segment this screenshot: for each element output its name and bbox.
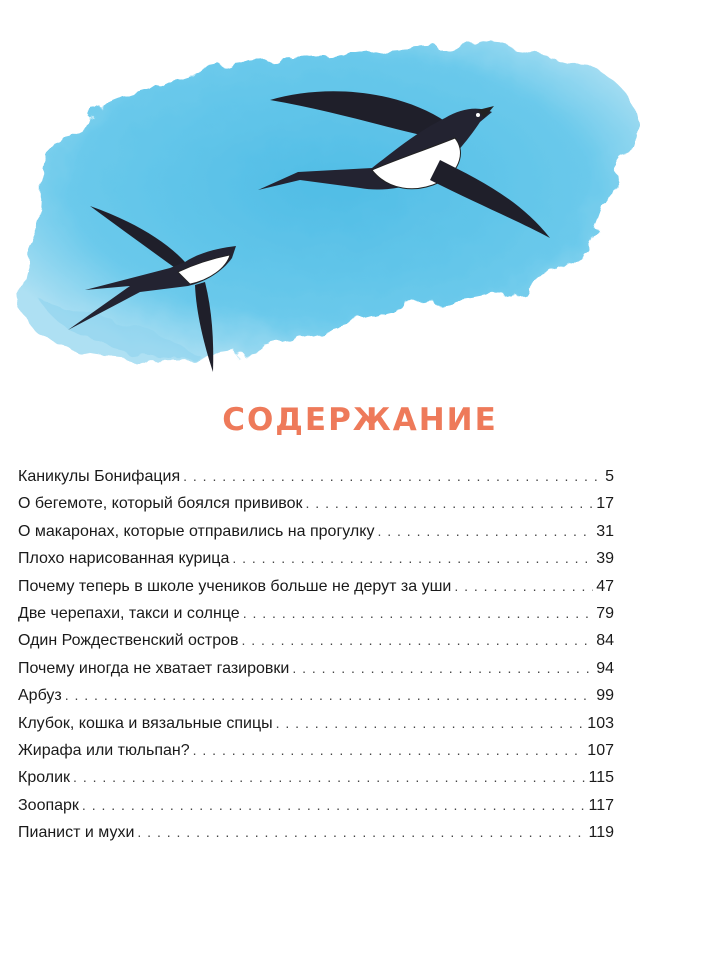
toc-entry	[18, 466, 614, 493]
toc-entry-page: 103	[587, 714, 614, 732]
swallows-illustration	[0, 0, 720, 390]
toc-entry-page: 5	[605, 468, 614, 485]
toc-entry	[18, 713, 614, 740]
toc-entry-title: О макаронах, которые отправились на прогулку	[18, 522, 375, 540]
toc-leader-dots	[73, 767, 585, 787]
toc-entry-title: О бегемоте, который боялся прививок	[18, 495, 303, 513]
toc-leader-dots	[306, 493, 594, 513]
toc-entry	[18, 521, 614, 548]
toc-entry-page: 119	[588, 824, 614, 842]
toc-entry-title: Почему теперь в школе учеников больше не дерут за уши	[18, 577, 452, 595]
toc-entry-page: 99	[596, 687, 614, 705]
toc-entry-page: 107	[587, 741, 614, 759]
toc-entry-page: 31	[596, 522, 614, 540]
toc-entry	[18, 822, 614, 849]
toc-entry-title: Клубок, кошка и вязальные спицы	[18, 714, 273, 732]
toc-entry-title: Арбуз	[18, 687, 62, 705]
toc-entry	[18, 740, 614, 767]
toc-entry-title: Плохо нарисованная курица	[18, 550, 230, 568]
toc-leader-dots	[377, 521, 593, 541]
toc-entry	[18, 658, 614, 685]
toc-entry	[18, 685, 614, 712]
toc-leader-dots	[243, 603, 594, 623]
toc-entry	[18, 767, 614, 794]
toc-entry-title: Пианист и мухи	[18, 824, 135, 842]
toc-entry-title: Две черепахи, такси и солнце	[18, 604, 240, 622]
table-of-contents	[18, 466, 614, 849]
toc-leader-dots	[193, 740, 585, 760]
toc-leader-dots	[65, 685, 593, 705]
toc-entry-page: 94	[596, 659, 614, 677]
page-title: СОДЕРЖАНИЕ	[222, 402, 498, 438]
toc-entry-title: Каникулы Бонифация	[18, 468, 181, 485]
toc-entry-title: Почему иногда не хватает газировки	[18, 659, 290, 677]
toc-leader-dots	[137, 822, 585, 842]
toc-entry	[18, 630, 614, 657]
toc-entry	[18, 493, 614, 520]
toc-entry-page: 39	[596, 550, 614, 568]
toc-entry-title: Кролик	[18, 769, 71, 787]
toc-leader-dots	[242, 630, 594, 650]
toc-leader-dots	[454, 576, 593, 596]
toc-leader-dots	[292, 658, 593, 678]
toc-entry-title: Жирафа или тюльпан?	[18, 741, 190, 759]
toc-entry-title: Зоопарк	[18, 796, 79, 814]
toc-entry	[18, 576, 614, 603]
toc-leader-dots	[232, 548, 593, 568]
toc-entry-title: Один Рождественский остров	[18, 632, 239, 650]
toc-entry-page: 17	[596, 495, 614, 513]
toc-leader-dots	[276, 713, 585, 733]
toc-entry	[18, 795, 614, 822]
toc-entry	[18, 603, 614, 630]
toc-leader-dots	[82, 795, 586, 815]
toc-entry-page: 115	[588, 769, 614, 787]
toc-entry-page: 84	[596, 632, 614, 650]
toc-entry-page: 79	[596, 604, 614, 622]
toc-entry-page: 47	[596, 577, 614, 595]
toc-entry-page: 117	[588, 796, 614, 814]
toc-leader-dots	[183, 466, 601, 486]
toc-entry	[18, 548, 614, 575]
